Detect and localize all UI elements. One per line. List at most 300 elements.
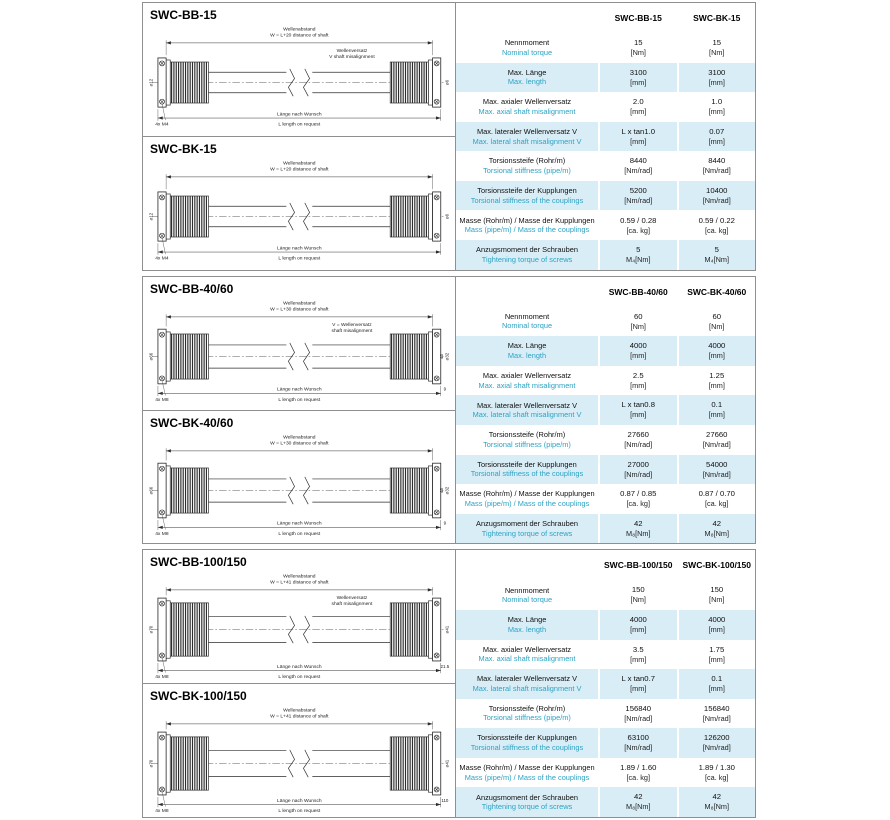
spec-label-de: Max. Länge: [507, 67, 547, 77]
spec-value: 8440: [708, 156, 726, 166]
dim-wellenabstand-en: W = L+20 distance of shaft: [270, 167, 329, 173]
spec-value-cell-bk: [677, 514, 756, 544]
spec-table: [455, 3, 755, 270]
spec-header-spacer: [456, 3, 598, 33]
dim-laenge-en: L length on request: [278, 809, 321, 815]
spec-row: [456, 699, 755, 729]
spec-value-cell-bk: [677, 33, 756, 63]
dim-wellenabstand-de: Wellenabstand: [283, 708, 316, 714]
spec-unit: [mm]: [708, 684, 725, 694]
spec-label-en: Max. length: [507, 77, 547, 87]
dim-laenge-de: Länge nach Wunsch: [277, 798, 322, 804]
spec-value-cell-bb: [598, 425, 677, 455]
spec-label-cell: [456, 151, 598, 181]
spec-unit: [Nm/rad]: [702, 743, 731, 753]
spec-label-de: Max. lateraler Wellenversatz V: [476, 400, 578, 410]
spec-unit: [Nm/rad]: [624, 195, 653, 205]
spec-label-de: Nennmoment: [504, 311, 550, 321]
spec-unit: M₄[Nm]: [704, 255, 729, 265]
coupling-drawing: [147, 156, 451, 269]
spec-table-header: [456, 277, 755, 307]
spec-unit: [Nm]: [709, 48, 725, 58]
dia-left-label: ⌀66: [148, 486, 154, 494]
spec-label-cell: [456, 307, 598, 337]
spec-unit: [Nm]: [630, 321, 646, 331]
spec-unit: [Nm/rad]: [702, 440, 731, 450]
drawing-title: SWC-BB-100/150: [150, 555, 247, 570]
spec-label-en: Mass (pipe/m) / Mass of the couplings: [464, 225, 590, 235]
drawing-block-bk: [143, 683, 455, 817]
spec-label-cell: [456, 699, 598, 729]
spec-row: [456, 122, 755, 152]
spec-label-en: Max. lateral shaft misalignment V: [472, 683, 582, 693]
spec-value: 5: [636, 245, 641, 255]
spec-label-en: Torsional stiffness of the couplings: [470, 195, 584, 205]
spec-value-cell-bb: [598, 758, 677, 788]
dia-left-label: ⌀12: [148, 78, 154, 87]
spec-value: 0.87 / 0.85: [620, 489, 657, 499]
dim-small-label: 110: [441, 797, 449, 803]
dim-wellenabstand-en: W = L+20 distance of shaft: [270, 33, 329, 39]
spec-unit: [mm]: [708, 624, 725, 634]
spec-value: 150: [710, 585, 724, 595]
spec-value: 1.89 / 1.30: [698, 762, 735, 772]
dim-right-label: 46: [438, 487, 444, 493]
dim-laenge-en: L length on request: [278, 531, 321, 537]
spec-label-de: Masse (Rohr/m) / Masse der Kupplungen: [459, 762, 595, 772]
spec-unit: [Nm/rad]: [702, 166, 731, 176]
drawings-panel: [143, 550, 455, 817]
spec-value-cell-bb: [598, 151, 677, 181]
spec-label-cell: [456, 455, 598, 485]
spec-unit: [mm]: [630, 107, 647, 117]
dim-small-label: 9: [443, 386, 447, 392]
spec-value-cell-bk: [677, 787, 756, 817]
dia-left-label: ⌀70: [148, 759, 154, 768]
spec-value-cell-bb: [598, 92, 677, 122]
drawing-title: SWC-BB-15: [150, 8, 217, 22]
spec-label-en: Max. length: [507, 624, 547, 634]
spec-value-cell-bk: [677, 366, 756, 396]
column-header-bk: SWC-BK-100/150: [677, 550, 756, 580]
spec-value-cell-bb: [598, 699, 677, 729]
spec-value: 60: [633, 311, 643, 321]
spec-label-cell: [456, 210, 598, 240]
drawing-block-bk: [143, 136, 455, 270]
spec-row: [456, 455, 755, 485]
spec-label-de: Torsionssteife der Kupplungen: [477, 733, 577, 743]
spec-unit: [Nm/rad]: [702, 469, 731, 479]
spec-row: [456, 151, 755, 181]
spec-value: 3100: [708, 67, 726, 77]
spec-label-de: Torsionssteife der Kupplungen: [477, 459, 577, 469]
dim-wellenabstand-en: W = L+41 distance of shaft: [270, 581, 329, 587]
section-swc-15: [142, 2, 756, 271]
spec-unit: [Nm/rad]: [624, 713, 653, 723]
spec-unit: [mm]: [630, 136, 647, 146]
spec-value: 42: [712, 792, 722, 802]
spec-label-de: Max. axialer Wellenversatz: [482, 97, 572, 107]
spec-value: 10400: [706, 185, 728, 195]
spec-unit: [Nm/rad]: [702, 195, 731, 205]
spec-label-cell: [456, 669, 598, 699]
screw-label: 4x M8: [155, 531, 169, 537]
spec-value-cell-bb: [598, 63, 677, 93]
spec-label-en: Tightening torque of screws: [481, 802, 573, 812]
spec-table-header: [456, 3, 755, 33]
drawing-block-bb: [143, 3, 455, 136]
spec-value: L x tan1.0: [621, 126, 655, 136]
spec-row: [456, 484, 755, 514]
spec-value: 0.1: [711, 674, 723, 684]
spec-unit: [Nm/rad]: [624, 743, 653, 753]
spec-unit: [mm]: [630, 654, 647, 664]
spec-row: [456, 336, 755, 366]
dia-right-label: ⌀6: [444, 79, 450, 86]
spec-value-cell-bb: [598, 395, 677, 425]
spec-value-cell-bk: [677, 240, 756, 270]
spec-label-cell: [456, 514, 598, 544]
screw-label: 4x M4: [155, 256, 169, 262]
spec-unit: [mm]: [708, 107, 725, 117]
dim-laenge-en: L length on request: [278, 675, 321, 681]
spec-value: 1.89 / 1.60: [620, 762, 657, 772]
dim-misalignment-de: Wellenversatz: [336, 48, 368, 54]
spec-label-cell: [456, 336, 598, 366]
spec-label-en: Tightening torque of screws: [481, 254, 573, 264]
spec-value-cell-bk: [677, 92, 756, 122]
spec-label-cell: [456, 580, 598, 610]
spec-value-cell-bb: [598, 580, 677, 610]
spec-value-cell-bk: [677, 610, 756, 640]
spec-value-cell-bk: [677, 122, 756, 152]
spec-unit: M₈[Nm]: [704, 528, 729, 538]
spec-value-cell-bk: [677, 151, 756, 181]
spec-label-cell: [456, 728, 598, 758]
spec-table-header: [456, 550, 755, 580]
spec-label-cell: [456, 610, 598, 640]
screw-label: 4x M8: [155, 397, 169, 403]
spec-unit: [mm]: [630, 351, 647, 361]
section-swc-100-150: [142, 549, 756, 818]
dia-left-label: ⌀12: [148, 212, 154, 221]
spec-value: 150: [631, 585, 645, 595]
spec-row: [456, 787, 755, 817]
dim-wellenabstand-de: Wellenabstand: [283, 161, 316, 167]
spec-value: 1.0: [711, 97, 723, 107]
drawing-block-bb: [143, 550, 455, 683]
column-header-bb: SWC-BB-15: [598, 3, 677, 33]
coupling-drawing: [147, 22, 451, 135]
spec-value: 126200: [703, 733, 730, 743]
dim-misalignment-de: V = Wellenversatz: [332, 322, 372, 328]
spec-label-de: Torsionssteife (Rohr/m): [488, 156, 566, 166]
dim-laenge-de: Länge nach Wunsch: [277, 665, 322, 671]
spec-label-de: Max. Länge: [507, 615, 547, 625]
spec-unit: [mm]: [708, 380, 725, 390]
spec-value-cell-bb: [598, 307, 677, 337]
spec-label-de: Max. Länge: [507, 341, 547, 351]
spec-label-de: Anzugsmoment der Schrauben: [476, 792, 578, 802]
spec-value-cell-bb: [598, 33, 677, 63]
drawings-panel: [143, 277, 455, 544]
spec-label-cell: [456, 484, 598, 514]
drawing-title: SWC-BB-40/60: [150, 281, 234, 296]
spec-value: 42: [712, 518, 722, 528]
spec-label-cell: [456, 395, 598, 425]
spec-unit: M₄[Nm]: [626, 255, 651, 265]
dia-right-label: ⌀32: [444, 486, 450, 494]
spec-value: 0.87 / 0.70: [698, 489, 735, 499]
drawing-title: SWC-BK-40/60: [150, 415, 234, 430]
spec-label-en: Torsional stiffness (pipe/m): [483, 713, 571, 723]
dim-laenge-de: Länge nach Wunsch: [277, 387, 322, 393]
spec-label-cell: [456, 92, 598, 122]
spec-unit: [mm]: [708, 351, 725, 361]
spec-value: 42: [633, 792, 643, 802]
spec-unit: [Nm/rad]: [624, 166, 653, 176]
spec-unit: [Nm/rad]: [624, 440, 653, 450]
spec-row: [456, 210, 755, 240]
spec-label-cell: [456, 122, 598, 152]
spec-unit: [Nm]: [709, 595, 725, 605]
spec-label-de: Max. axialer Wellenversatz: [482, 644, 572, 654]
spec-table: [455, 550, 755, 817]
spec-value-cell-bb: [598, 366, 677, 396]
spec-value: 4000: [629, 341, 647, 351]
spec-label-de: Torsionssteife (Rohr/m): [488, 703, 566, 713]
spec-row: [456, 366, 755, 396]
spec-label-en: Torsional stiffness (pipe/m): [483, 166, 571, 176]
spec-value: 27000: [627, 459, 649, 469]
spec-value: 4000: [629, 614, 647, 624]
dim-wellenabstand-de: Wellenabstand: [283, 435, 316, 441]
dim-small-label: 21.5: [440, 664, 450, 670]
spec-value: 2.5: [632, 370, 644, 380]
spec-unit: [ca. kg]: [626, 225, 651, 235]
spec-label-de: Max. lateraler Wellenversatz V: [476, 126, 578, 136]
spec-label-en: Torsional stiffness (pipe/m): [483, 439, 571, 449]
spec-value: 4000: [708, 341, 726, 351]
spec-label-de: Torsionssteife der Kupplungen: [477, 186, 577, 196]
drawing-title: SWC-BK-15: [150, 141, 217, 156]
dim-laenge-en: L length on request: [278, 122, 321, 128]
spec-row: [456, 425, 755, 455]
spec-value-cell-bk: [677, 728, 756, 758]
coupling-drawing: [147, 569, 451, 682]
spec-label-cell: [456, 787, 598, 817]
spec-row: [456, 181, 755, 211]
spec-unit: [mm]: [630, 380, 647, 390]
spec-label-cell: [456, 240, 598, 270]
spec-unit: M₈[Nm]: [704, 802, 729, 812]
spec-label-de: Masse (Rohr/m) / Masse der Kupplungen: [459, 489, 595, 499]
spec-value: 42: [633, 518, 643, 528]
drawing-block-bb: [143, 277, 455, 410]
spec-value-cell-bb: [598, 210, 677, 240]
screw-label: 4x M8: [155, 809, 169, 815]
spec-value-cell-bb: [598, 240, 677, 270]
spec-label-en: Torsional stiffness of the couplings: [470, 469, 584, 479]
spec-label-de: Masse (Rohr/m) / Masse der Kupplungen: [459, 215, 595, 225]
spec-row: [456, 728, 755, 758]
spec-value-cell-bk: [677, 669, 756, 699]
spec-unit: [ca. kg]: [704, 225, 729, 235]
column-header-bb: SWC-BB-100/150: [598, 550, 677, 580]
dim-misalignment-en: shaft misalignment: [331, 602, 373, 608]
dim-wellenabstand-de: Wellenabstand: [283, 27, 316, 33]
spec-value-cell-bb: [598, 181, 677, 211]
column-header-bb: SWC-BB-40/60: [598, 277, 677, 307]
spec-label-en: Max. lateral shaft misalignment V: [472, 136, 582, 146]
spec-label-en: Nominal torque: [501, 595, 553, 605]
spec-unit: [ca. kg]: [626, 772, 651, 782]
spec-value: 0.59 / 0.22: [698, 215, 735, 225]
spec-header-spacer: [456, 550, 598, 580]
spec-value: 15: [633, 38, 643, 48]
spec-value-cell-bb: [598, 122, 677, 152]
spec-row: [456, 514, 755, 544]
spec-value: L x tan0.7: [621, 674, 655, 684]
spec-label-en: Tightening torque of screws: [481, 528, 573, 538]
spec-value: 0.59 / 0.28: [620, 215, 657, 225]
spec-value: 1.75: [709, 644, 725, 654]
dim-wellenabstand-en: W = L+30 distance of shaft: [270, 441, 329, 447]
spec-unit: [Nm/rad]: [702, 713, 731, 723]
dim-wellenabstand-en: W = L+30 distance of shaft: [270, 307, 329, 313]
spec-value-cell-bb: [598, 455, 677, 485]
dim-misalignment-de: Wellenversatz: [336, 596, 368, 602]
spec-value: L x tan0.8: [621, 400, 655, 410]
spec-value: 0.07: [709, 126, 725, 136]
spec-unit: [ca. kg]: [704, 772, 729, 782]
spec-row: [456, 610, 755, 640]
spec-label-cell: [456, 425, 598, 455]
dia-right-label: ⌀6: [444, 213, 450, 219]
screw-label: 4x M8: [155, 675, 169, 681]
spec-label-en: Mass (pipe/m) / Mass of the couplings: [464, 498, 590, 508]
spec-value-cell-bk: [677, 336, 756, 366]
spec-value-cell-bk: [677, 455, 756, 485]
spec-value-cell-bb: [598, 728, 677, 758]
screw-label: 4x M4: [155, 122, 169, 128]
spec-unit: [ca. kg]: [626, 499, 651, 509]
dia-left-label: ⌀66: [148, 352, 154, 360]
dim-laenge-en: L length on request: [278, 256, 321, 262]
dim-wellenabstand-de: Wellenabstand: [283, 574, 316, 580]
spec-value: 0.1: [711, 400, 723, 410]
spec-value: 27660: [627, 430, 649, 440]
spec-value-cell-bk: [677, 640, 756, 670]
spec-row: [456, 669, 755, 699]
drawing-block-bk: [143, 410, 455, 544]
dia-right-label: ⌀41: [444, 626, 450, 634]
coupling-drawing: [147, 296, 451, 409]
dia-right-label: ⌀32: [444, 352, 450, 360]
spec-value: 1.25: [709, 370, 725, 380]
spec-row: [456, 580, 755, 610]
column-header-bk: SWC-BK-40/60: [677, 277, 756, 307]
spec-value: 60: [712, 311, 722, 321]
drawing-title: SWC-BK-100/150: [150, 689, 247, 704]
dia-left-label: ⌀70: [148, 626, 154, 634]
spec-unit: [mm]: [708, 77, 725, 87]
spec-value-cell-bb: [598, 336, 677, 366]
spec-value-cell-bk: [677, 63, 756, 93]
dim-misalignment-en: shaft misalignment: [331, 328, 373, 334]
spec-unit: [mm]: [708, 410, 725, 420]
dim-wellenabstand-en: W = L+41 distance of shaft: [270, 714, 329, 720]
spec-label-en: Max. axial shaft misalignment: [478, 380, 576, 390]
spec-label-de: Anzugsmoment der Schrauben: [476, 245, 578, 255]
spec-unit: M₈[Nm]: [625, 802, 651, 812]
spec-row: [456, 240, 755, 270]
column-header-bk: SWC-BK-15: [677, 3, 756, 33]
spec-value-cell-bk: [677, 307, 756, 337]
spec-value-cell-bk: [677, 758, 756, 788]
spec-unit: [mm]: [630, 684, 647, 694]
spec-value-cell-bk: [677, 395, 756, 425]
spec-value-cell-bk: [677, 425, 756, 455]
spec-label-en: Nominal torque: [501, 47, 553, 57]
spec-value: 3.5: [632, 644, 644, 654]
spec-unit: [Nm]: [709, 321, 725, 331]
spec-header-spacer: [456, 277, 598, 307]
spec-label-cell: [456, 640, 598, 670]
spec-label-en: Max. length: [507, 351, 547, 361]
spec-value: 156840: [625, 703, 652, 713]
spec-unit: [mm]: [708, 654, 725, 664]
spec-row: [456, 33, 755, 63]
spec-value-cell-bk: [677, 210, 756, 240]
spec-value: 27660: [706, 430, 728, 440]
spec-label-en: Mass (pipe/m) / Mass of the couplings: [464, 772, 590, 782]
spec-unit: [Nm/rad]: [624, 469, 653, 479]
spec-unit: [mm]: [630, 77, 647, 87]
spec-label-de: Max. axialer Wellenversatz: [482, 370, 572, 380]
spec-label-en: Max. lateral shaft misalignment V: [472, 410, 582, 420]
spec-label-cell: [456, 33, 598, 63]
dim-right-label: 46: [438, 353, 444, 359]
dim-laenge-de: Länge nach Wunsch: [277, 246, 322, 252]
spec-value: 5200: [629, 185, 647, 195]
spec-unit: [mm]: [630, 410, 647, 420]
dim-laenge-de: Länge nach Wunsch: [277, 112, 322, 118]
spec-value: 156840: [703, 703, 730, 713]
spec-value: 8440: [629, 156, 647, 166]
spec-label-de: Torsionssteife (Rohr/m): [488, 430, 566, 440]
drawings-panel: [143, 3, 455, 270]
spec-unit: [ca. kg]: [704, 499, 729, 509]
spec-row: [456, 758, 755, 788]
spec-unit: [Nm]: [630, 595, 646, 605]
dim-small-label: 9: [443, 520, 447, 526]
spec-value-cell-bb: [598, 514, 677, 544]
spec-value-cell-bb: [598, 787, 677, 817]
spec-label-en: Max. axial shaft misalignment: [478, 106, 576, 116]
spec-label-de: Nennmoment: [504, 585, 550, 595]
spec-value: 5: [714, 245, 719, 255]
dia-right-label: ⌀41: [444, 759, 450, 768]
spec-value: 2.0: [632, 97, 644, 107]
spec-value: 4000: [708, 614, 726, 624]
spec-table: [455, 277, 755, 544]
spec-unit: [Nm]: [630, 48, 646, 58]
spec-value: 63100: [627, 733, 649, 743]
dim-misalignment-en: V shaft misalignment: [329, 54, 375, 60]
spec-label-cell: [456, 758, 598, 788]
coupling-drawing: [147, 430, 451, 543]
